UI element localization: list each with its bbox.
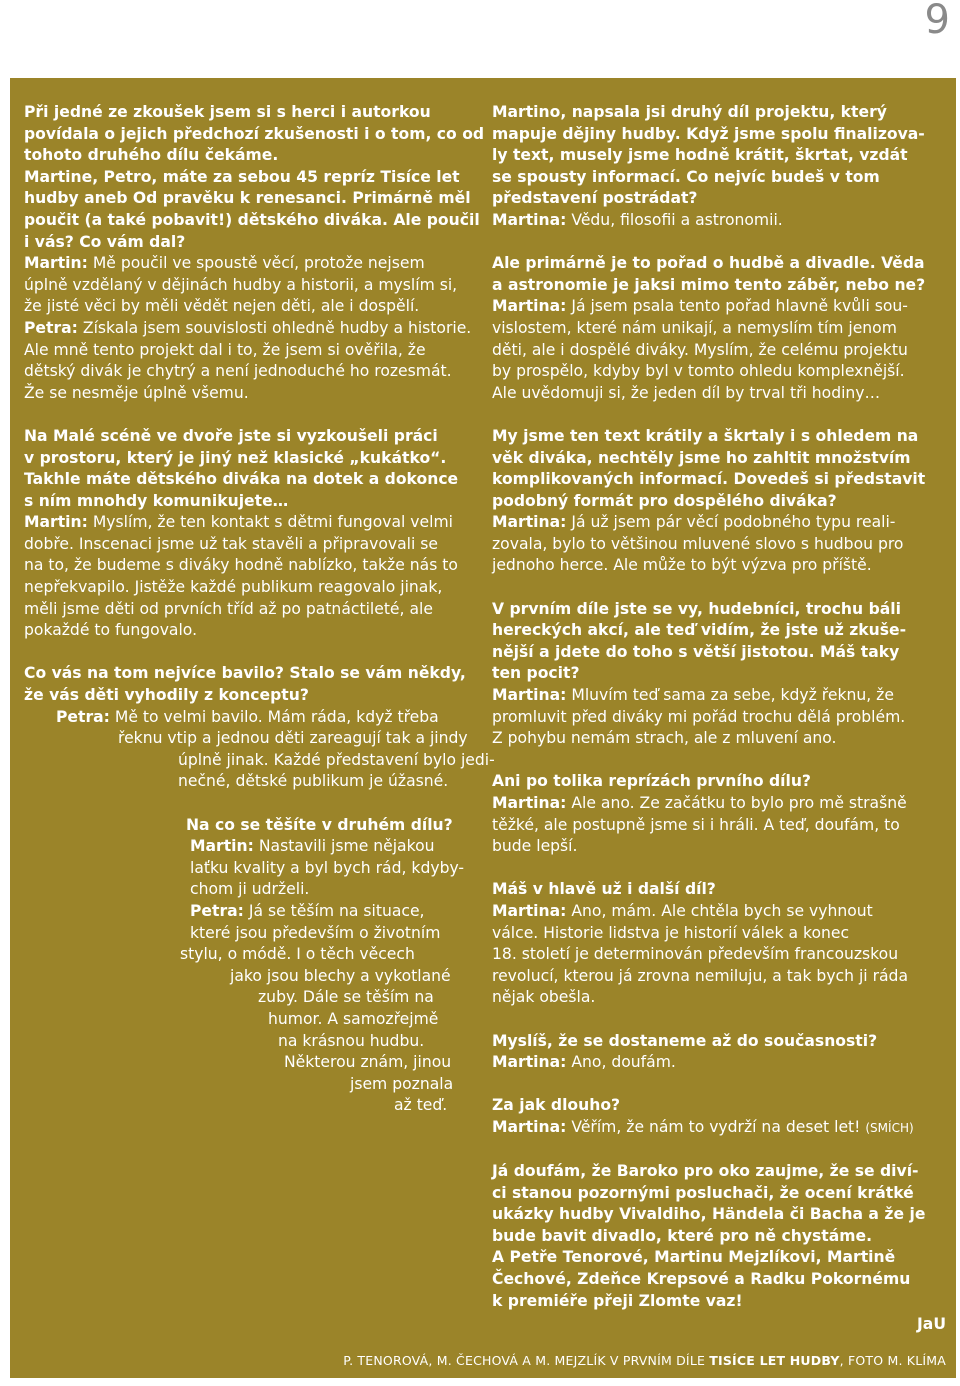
answer-line: nečné, dětské publikum je úžasné. [178,772,449,791]
answer-line [492,793,948,815]
answer-line: na to, že budeme s diváky hodně nablízko, takže nás to [24,556,458,575]
answer-line: dětský divák je chytrý a není jednoduché ho rozesmát. [24,362,452,381]
answer-line [24,318,472,340]
speaker-name: Martina: [492,1117,567,1136]
question-line: že vás děti vyhodily z konceptu? [24,686,309,705]
answer-block [24,253,472,404]
answer-line: jednoho herce. Ale může to být výzva pro příště. [492,556,872,575]
answer-line: dobře. Inscenaci jsme už tak stavěli a připravovali se [24,534,439,553]
question-line: věk diváka, nechtěly jsme ho zahltit množstvím [492,448,911,467]
closing-line: Já doufám, že Baroko pro oko zaujme, že se diví- [492,1162,919,1181]
answer-line: chom ji udrželi. [190,880,310,899]
question-line: komplikovaných informací. Dovedeš si představit [492,470,926,489]
closing-line: k premiéře přeji Zlomte vaz! [492,1291,743,1310]
question-line: nější a jdete do toho s větší jistotou. Máš taky [492,642,900,661]
intro-line: povídala o jejich předchozí zkušenosti i o tom, co od [24,124,485,143]
answer-line: zuby. Dále se těším na [258,988,434,1007]
answer-line: na krásnou hudbu. [278,1031,425,1050]
question-line: poučit (a také pobavit!) dětského diváka. Ale poučil [24,210,480,229]
question-line: se spousty informací. Co nejvíc budeš v tom [492,167,880,186]
intro [24,102,485,253]
answer-line: úplně vzdělaný v dějinách hudby a historii, a myslím si, [24,275,458,294]
answer-text: Ale ano. Ze začátku to bylo pro mě strašně [571,794,907,812]
intro-line: Při jedné ze zkoušek jsem si s herci i autorkou [24,103,431,121]
answer-line [492,685,948,707]
answer-text: Získala jsem souvislosti ohledně hudby a historie. [82,318,472,337]
answer-line: válce. Historie lidstva je historií válek a konec [492,923,850,942]
answer-line [492,901,948,923]
qa-block [24,426,472,642]
intro-line: tohoto druhého dílu čekáme. [24,146,279,165]
closing-line: A Petře Tenorové, Martinu Mejzlíkovi, Martině [492,1248,896,1267]
answer-line [492,210,948,232]
question-line: Martino, napsala jsi druhý díl projektu, který [492,103,887,121]
question-line: ten pocit? [492,664,580,683]
qa-block [492,1031,948,1074]
article-panel [10,78,956,1378]
answer-line [24,253,472,275]
speaker-name: Martin: [190,837,254,856]
speaker-name: Martina: [492,210,567,229]
answer-line: řeknu vtip a jednou děti zareagují tak a jindy [118,729,468,748]
answer-line [492,1117,948,1140]
photo-caption [343,1353,946,1368]
answer-line: nepřekvapilo. Jistěže každé publikum reagovalo jinak, [24,578,443,597]
answer-line: vislostem, které nám unikají, a nemyslím tím jenom [492,318,897,337]
answer-line: laťku kvality a byl bych rád, kdyby- [190,858,465,877]
answer-line: by prospělo, kdyby byl v tomto ohledu komplexnější. [492,362,905,381]
answer-line: měli jsme děti od prvních tříd až po patnáctileté, ale [24,599,433,618]
qa-block [492,771,948,857]
answer-line: jako jsou blechy a vykotlané [230,966,451,985]
speaker-name: Martin: [24,254,88,273]
closing-line: ukázky hudby Vivaldiho, Händela či Bacha a že je [492,1205,926,1224]
speaker-name: Petra: [24,318,78,337]
answer-text: Mluvím teď sama za sebe, když řeknu, že [571,686,894,705]
laughter-note: (SMÍCH) [865,1120,914,1135]
answer-text: Ano, doufám. [571,1053,676,1072]
qa-block [492,879,948,1009]
question-line: i vás? Co vám dal? [24,232,186,251]
answer-line: pokaždé to fungovalo. [24,621,198,640]
right-column [492,102,948,1357]
closing-line: Čechové, Zdeňce Krepsové a Radku Pokornému [492,1270,911,1289]
caption-title: TISÍCE LET HUDBY [709,1353,840,1368]
question-line: My jsme ten text krátily a škrtaly i s ohledem na [492,426,919,445]
question-line: Ani po tolika reprízách prvního dílu? [492,772,811,791]
closing-line: ci stanou pozornými posluchači, že ocení krátké [492,1183,914,1202]
question-line: Myslíš, že se dostaneme až do současnosti? [492,1031,878,1050]
answer-text: Mě poučil ve spoustě věcí, protože nejsem [92,254,425,273]
qa-block [24,663,495,793]
speaker-name: Martin: [24,513,88,532]
answer-line [24,836,472,858]
answer-line: humor. A samozřejmě [268,1009,439,1028]
answer-line: těžké, ale postupně jsme si i hráli. A teď, doufám, to [492,815,900,834]
question-line: Na Malé scéně ve dvoře jste si vyzkoušeli práci [24,426,438,445]
answer-line: Ale mně tento projekt dal i to, že jsem si ověřila, že [24,340,426,359]
question-line: ly text, musely jsme hodně krátit, škrtat, vzdát [492,146,908,165]
answer-line: děti, ale i dospělé diváky. Myslím, že celému projektu [492,340,908,359]
speaker-name: Martina: [492,686,567,705]
answer-line: které jsou především o životním [190,923,441,942]
qa-block [492,102,948,232]
answer-text: Vědu, filosofii a astronomii. [571,210,783,229]
answer-line: 18. století je determinován především francouzskou [492,945,899,964]
answer-line: stylu, o módě. I o těch věcech [180,945,415,964]
answer-line: revolucí, kterou já zrovna nemiluju, a tak bych ji ráda [492,966,909,985]
answer-line: až teď. [394,1096,448,1115]
speaker-name: Martina: [492,901,567,920]
question-line: V prvním díle jste se vy, hudebníci, trochu báli [492,599,901,618]
qa-block [24,815,472,1117]
answer-text: Já jsem psala tento pořad hlavně kvůli sou- [571,297,908,316]
speaker-name: Martina: [492,794,567,812]
question-line: Martine, Petro, máte za sebou 45 repríz Tisíce let [24,167,460,186]
answer-line [492,296,948,318]
question-line: v prostoru, který je jiný než klasické „kukátko“. [24,448,447,467]
caption-suffix: , FOTO M. KLÍMA [839,1353,946,1368]
question-line: Máš v hlavě už i další díl? [492,880,716,899]
qa-block [492,253,948,404]
question-line: Na co se těšíte v druhém dílu? [186,815,453,834]
caption-prefix: P. TENOROVÁ, M. ČECHOVÁ A M. MEJZLÍK V PRVNÍM DÍLE [343,1353,706,1368]
answer-line [492,512,948,534]
left-column [24,102,495,1139]
question-line: hudby aneb Od pravěku k renesanci. Primárně měl [24,189,471,208]
answer-text: Ano, mám. Ale chtěla bych se vyhnout [571,901,873,920]
question-line: Ale primárně je to pořad o hudbě a divadle. Věda [492,254,925,273]
answer-text: Nastavili jsme nějakou [258,837,435,856]
closing-block [492,1161,948,1336]
answer-line [492,1052,948,1074]
closing-line: bude bavit divadlo, které pro ně chystáme. [492,1226,872,1245]
speaker-name: Martina: [492,513,567,532]
answer-line: Některou znám, jinou [284,1053,452,1072]
qa-block [492,426,948,577]
question-line: Takhle máte dětského diváka na dotek a dokonce [24,470,459,489]
answer-line: jsem poznala [350,1074,454,1093]
answer-line: Ale uvědomuji si, že jeden díl by trval tři hodiny… [492,383,881,402]
speaker-name: Martina: [492,297,567,316]
speaker-name: Martina: [492,1053,567,1072]
answer-text: Já už jsem pár věcí podobného typu reali- [571,513,896,532]
question-line: Co vás na tom nejvíce bavilo? Stalo se vám někdy, [24,664,466,683]
answer-line [24,512,472,534]
question-line: s ním mnohdy komunikujete… [24,491,289,510]
answer-line: zovala, bylo to většinou mluvené slovo s hudbou pro [492,534,904,553]
speaker-name: Petra: [56,707,110,726]
speaker-name: Petra: [190,901,244,920]
qa-block [492,599,948,750]
author-signature: JaU [917,1315,946,1334]
question-line: hereckých akcí, ale teď vidím, že jste už zkuše- [492,621,907,640]
question-line: představení postrádat? [492,189,698,208]
question-line: Za jak dlouho? [492,1096,621,1115]
question-line: a astronomie je jaksi mimo tento záběr, nebo ne? [492,275,926,294]
question-line: mapuje dějiny hudby. Když jsme spolu finalizova- [492,124,925,143]
answer-line [24,707,472,729]
qa-block [492,1095,948,1139]
answer-line: úplně jinak. Každé představení bylo jedi- [178,750,495,769]
answer-line: Že se nesměje úplně všemu. [24,383,249,402]
answer-line: bude lepší. [492,837,578,856]
page-number: 9 [924,0,950,43]
answer-text: Mě to velmi bavilo. Mám ráda, když třeba [114,707,439,726]
answer-line: promluvit před diváky mi pořád trochu dělá problém. [492,707,906,726]
answer-text: Myslím, že ten kontakt s dětmi fungoval velmi [92,513,453,532]
answer-line: nějak obešla. [492,988,596,1007]
answer-text: Věřím, že nám to vydrží na deset let! [571,1117,861,1136]
answer-text: Já se těším na situace, [248,901,425,920]
answer-line: Z pohybu nemám strach, ale z mluvení ano. [492,729,837,748]
answer-line [24,901,472,923]
question-line: podobný formát pro dospělého diváka? [492,491,837,510]
answer-line: že jisté věci by měli vědět nejen děti, ale i dospělí. [24,297,420,316]
